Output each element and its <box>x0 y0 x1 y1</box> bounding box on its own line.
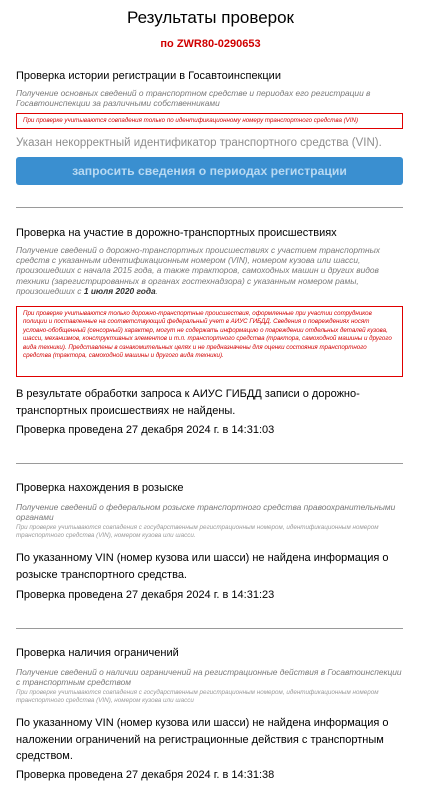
accidents-description-date: 1 июля 2020 года <box>83 285 156 296</box>
accidents-result: В результате обработки запроса к АИУС ГИБДД записи о дорожно-транспортных происшествиях не найдены. <box>16 388 360 417</box>
wanted-note: При проверке учитываются совпадения с государственным регистрационным номером, идентификационным номером транспортного средства (VIN), номером кузова или шасси. <box>16 524 379 540</box>
section-divider <box>16 207 403 208</box>
section-divider <box>16 463 403 464</box>
wanted-heading: Проверка нахождения в розыске <box>16 482 184 494</box>
request-registration-periods-button[interactable]: запросить сведения о периодах регистрации <box>16 157 403 185</box>
restrictions-description: Получение сведений о наличии ограничений на регистрационные действия в Госавтоинспекции с транспортным средством <box>16 667 402 688</box>
wanted-result: По указанному VIN (номер кузова или шасси) не найдена информация о розыске транспортного средства. <box>16 552 389 581</box>
history-description: Получение основных сведений о транспортном средстве и периодах его регистрации в Госавтоинспекции за различными собственниками <box>16 88 371 109</box>
wanted-description: Получение сведений о федеральном розыске транспортного средства правоохранительными органами <box>16 502 396 523</box>
accidents-description: Получение сведений о дорожно-транспортных происшествиях с участием транспортных средств с указанным идентификационным номером (VIN), номером кузова или шасси, произошедших с начала 2015 года, а также тракторов, самоходных машин и других видов техники (зарегистрированных в органах гостехнадзора) с указанным номером рамы, произошедших с 1 июля 2020 года. <box>16 245 380 296</box>
restrictions-note: При проверке учитываются совпадения с государственным регистрационным номером, идентификационным номером транспортного средства (VIN), номером кузова или шасси <box>16 689 379 705</box>
page-title: Результаты проверок <box>126 8 294 27</box>
accidents-note: При проверке учитываются только дорожно-транспортные происшествия, оформленные при участии сотрудников полиции и поставленные на соответствующий федеральный учет в АИУС ГИБДД. Сведения о повреждениях носят условно-обобщенный (сенсорный) характер, могут не содержать информацию о повреждении отдельных деталей кузова, шасси, механизмов, конструктивных элементов и т.п. транспортного средства (трактора, самоходной машины и другого вида техники). Представлены в ознакомительных целях и не предназначены для оценки состояния транспортного средства (трактора, самоходной машины и другого вида техники). <box>16 306 403 377</box>
restrictions-result: По указанному VIN (номер кузова или шасси) не найдена информация о наложении ограничений на регистрационные действия с транспортным средством. <box>16 717 389 762</box>
history-note: При проверке учитываются совпадения только по идентификационному номеру транспортного средства (VIN) <box>16 113 403 129</box>
history-warning: Указан некорректный идентификатор транспортного средства (VIN). <box>16 137 382 149</box>
section-divider <box>16 628 403 629</box>
restrictions-heading: Проверка наличия ограничений <box>16 647 179 659</box>
query-id: по ZWR80-0290653 <box>160 38 261 50</box>
restrictions-checked-time: Проверка проведена 27 декабря 2024 г. в 14:31:38 <box>16 769 275 781</box>
wanted-checked-time: Проверка проведена 27 декабря 2024 г. в 14:31:23 <box>16 589 275 601</box>
accidents-heading: Проверка на участие в дорожно-транспортных происшествиях <box>16 227 337 239</box>
history-heading: Проверка истории регистрации в Госавтоинспекции <box>16 70 281 82</box>
accidents-checked-time: Проверка проведена 27 декабря 2024 г. в 14:31:03 <box>16 424 275 436</box>
